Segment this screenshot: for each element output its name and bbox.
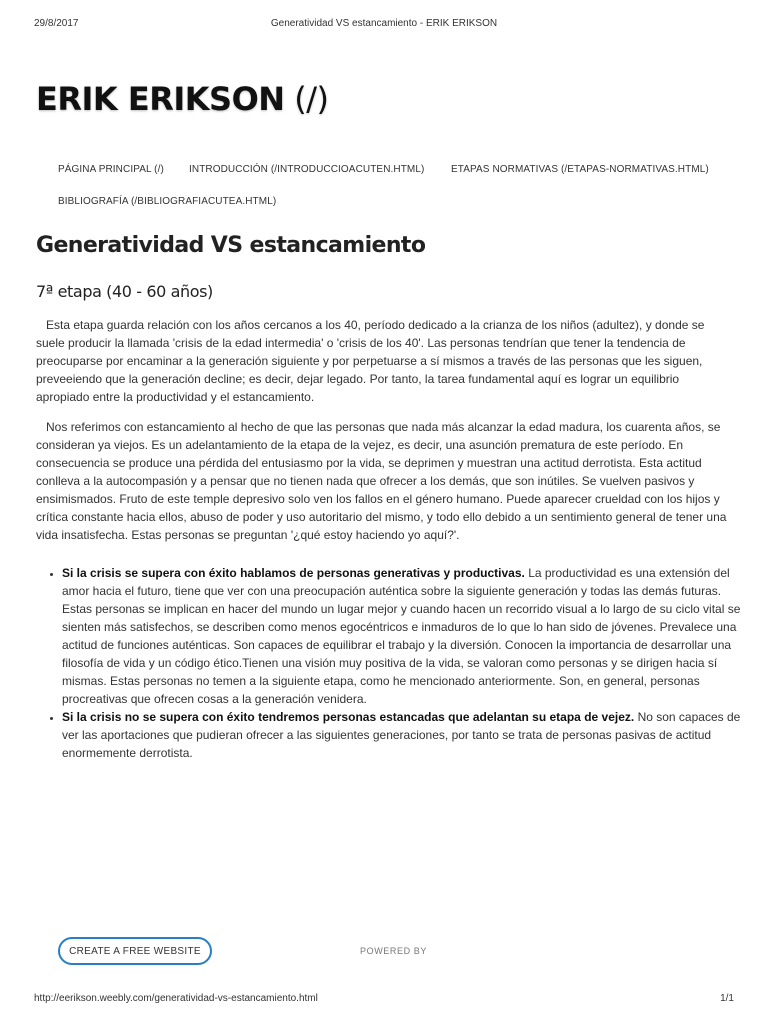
- print-footer: [34, 993, 734, 1007]
- nav-item-pagina-principal[interactable]: PÁGINA PRINCIPAL (/): [58, 164, 164, 175]
- create-free-website-button[interactable]: CREATE A FREE WEBSITE: [58, 937, 212, 965]
- outcome-list: [44, 564, 752, 762]
- list-item: [62, 708, 752, 762]
- site-title-brand[interactable]: ERIK ERIKSON: [36, 80, 285, 118]
- list-item-text: No son capaces de ver las aportaciones que pudieran ofrecer a las siguientes generaciones, por tanto se trata de personas pasivas de actitud enormemente derrotista.: [62, 710, 741, 760]
- print-page-number: 1/1: [720, 993, 734, 1004]
- paragraph-estancamiento-text: Nos referimos con estancamiento al hecho de que las personas que nada más alcanzar la edad madura, los cuarenta años, se consideran ya viejos. Es un adelantamiento de la etapa de la vejez, es decir, una asunción prematura de este período. En consecuencia se produce una pérdida del entusiasmo por la vida, se deprimen y muestran una actitud derrotista. Esta actitud conlleva a la autocompasión y a pensar que no tienen nada que ofrecer a los demás, que son inútiles. Se vuelven pasivos y ensimismados. Fruto de este temple depresivo solo ven los fallos en el género humano. Puede aparecer crueldad con los hijos y crítica constante hacia ellos, abuso de poder y uso autoritario del mismo, y todo ello debido a un sentimiento general de tener una vida insatisfecha. Estas personas se preguntan '¿qué estoy haciendo yo aquí?'.: [36, 420, 727, 542]
- powered-by-label: POWERED BY: [360, 946, 428, 956]
- site-title[interactable]: [36, 80, 329, 118]
- nav-item-bibliografia[interactable]: BIBLIOGRAFÍA (/BIBLIOGRAFIACUTEA.HTML): [58, 196, 277, 207]
- list-item-text: La productividad es una extensión del amor hacia el futuro, tiene que ver con una preocupación auténtica sobre la siguiente generación y todas las demás futuras. Estas personas se implican en hacer del mundo un lugar mejor y cuando hacen un recorrido visual a lo largo de su ciclo vital se sienten más satisfechos, se describen como menos egocéntricos e inmaduros de lo que lo han sido de jóvenes. Prevalece una actitud de funciones auténticas. Son capaces de equilibrar el trabajo y la diversión. Conocen la importancia de desarrollar una filosofía de vida y un código ético.Tienen una visión muy positiva de la vida, se valoran como personas y se dirigen hacia sí mismas. Estas personas no temen a la siguiente etapa, como he mencionado anteriormente. Son, en general, personas procreativas que ofrecen cosas a la generación venidera.: [62, 566, 741, 706]
- list-item: [62, 564, 752, 708]
- paragraph-intro: [36, 316, 732, 406]
- print-date: 29/8/2017: [34, 18, 79, 29]
- paragraph-estancamiento: [36, 418, 732, 544]
- print-header: [34, 18, 734, 32]
- nav-item-introduccion[interactable]: INTRODUCCIÓN (/INTRODUCCIOACUTEN.HTML): [189, 164, 425, 175]
- list-item-bold: Si la crisis no se supera con éxito tendremos personas estancadas que adelantan su etapa de vejez.: [62, 710, 635, 724]
- page-subtitle: 7ª etapa (40 - 60 años): [36, 282, 213, 301]
- page-title: Generatividad VS estancamiento: [36, 233, 426, 258]
- nav-item-etapas-normativas[interactable]: ETAPAS NORMATIVAS (/ETAPAS-NORMATIVAS.HTML): [451, 164, 709, 175]
- list-item-bold: Si la crisis se supera con éxito hablamos de personas generativas y productivas.: [62, 566, 525, 580]
- paragraph-intro-text: Esta etapa guarda relación con los años cercanos a los 40, período dedicado a la crianza de los niños (adultez), y donde se suele producir la llamada 'crisis de la edad intermedia' o 'crisis de los 40'. Las personas tendrían que tener la tendencia de preocuparse por encaminar a la generación siguiente y por perpetuarse a sí mismos a través de las personas que les siguen, preveeiendo que la generación decline; es decir, dejar legado. Por tanto, la tarea fundamental aquí es lograr un equilibrio apropiado entre la productividad y el estancamiento.: [36, 318, 705, 404]
- print-document-title: Generatividad VS estancamiento - ERIK ERIKSON: [270, 18, 498, 29]
- site-title-link-suffix[interactable]: (/): [284, 80, 329, 118]
- print-url: http://eerikson.weebly.com/generatividad-vs-estancamiento.html: [34, 993, 318, 1004]
